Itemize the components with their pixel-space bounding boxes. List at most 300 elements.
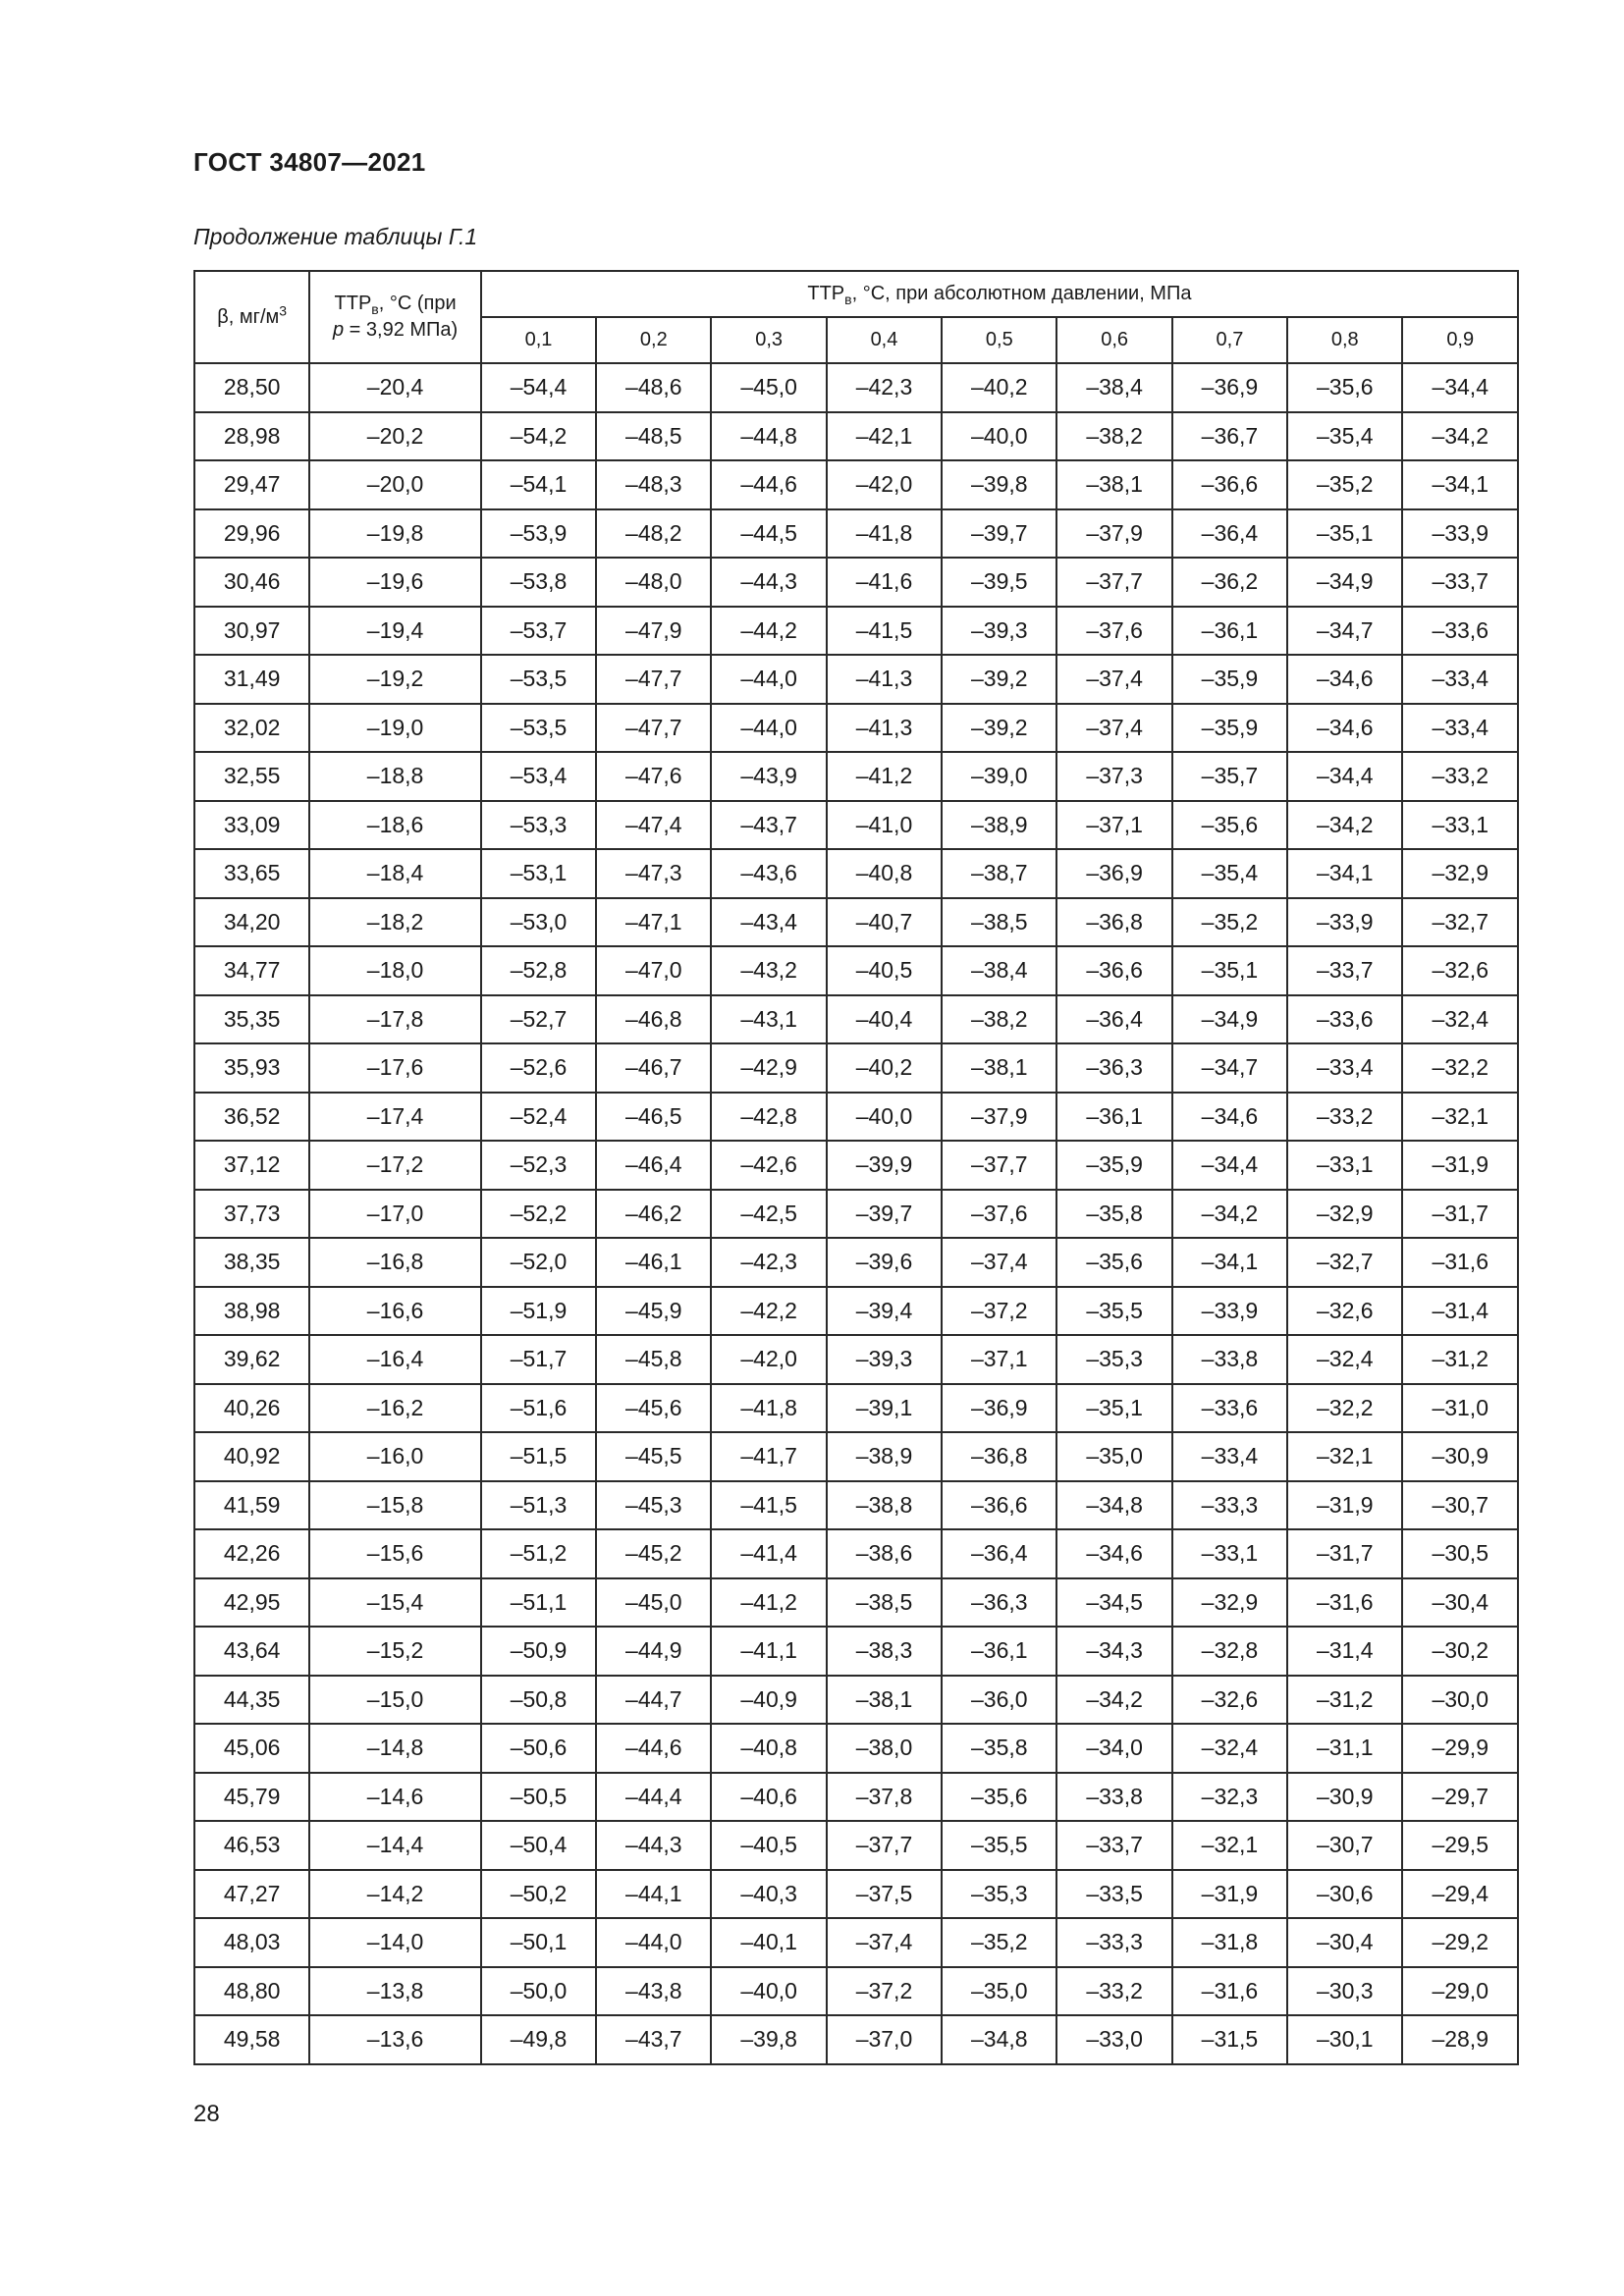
ttr-pressure-cell: –51,9 — [481, 1287, 596, 1336]
beta-cell: 47,27 — [194, 1870, 309, 1919]
ttr-pressure-cell: –36,9 — [1056, 849, 1171, 898]
ttr-pressure-cell: –33,2 — [1402, 752, 1518, 801]
ttr-pressure-cell: –32,1 — [1402, 1093, 1518, 1142]
ttr-pressure-cell: –39,3 — [827, 1335, 942, 1384]
beta-cell: 48,80 — [194, 1967, 309, 2016]
ttr-pressure-cell: –41,8 — [711, 1384, 826, 1433]
ttr-pressure-cell: –33,3 — [1056, 1918, 1171, 1967]
table-row — [194, 1238, 1518, 1287]
beta-cell: 39,62 — [194, 1335, 309, 1384]
beta-cell: 34,77 — [194, 946, 309, 995]
ttr-reference-cell: –17,4 — [309, 1093, 481, 1142]
ttr-pressure-cell: –47,4 — [596, 801, 711, 850]
ttr-pressure-cell: –36,8 — [942, 1432, 1056, 1481]
ttr-pressure-cell: –36,4 — [1056, 995, 1171, 1044]
beta-cell: 48,03 — [194, 1918, 309, 1967]
ttr-pressure-cell: –40,5 — [711, 1821, 826, 1870]
ttr-pressure-cell: –51,2 — [481, 1529, 596, 1578]
beta-cell: 33,65 — [194, 849, 309, 898]
ttr-pressure-cell: –53,1 — [481, 849, 596, 898]
ttr-pressure-cell: –50,8 — [481, 1676, 596, 1725]
beta-cell: 29,47 — [194, 460, 309, 509]
table-row — [194, 509, 1518, 559]
table-row — [194, 752, 1518, 801]
ttr-pressure-cell: –36,2 — [1172, 558, 1287, 607]
ttr-pressure-cell: –44,0 — [596, 1918, 711, 1967]
ttr-pressure-cell: –34,7 — [1287, 607, 1402, 656]
ttr-pressure-cell: –35,5 — [1056, 1287, 1171, 1336]
ttr-pressure-cell: –36,9 — [1172, 363, 1287, 412]
ttr-pressure-cell: –38,8 — [827, 1481, 942, 1530]
ttr-pressure-cell: –35,5 — [942, 1821, 1056, 1870]
ttr-pressure-cell: –33,0 — [1056, 2015, 1171, 2064]
ttr-pressure-cell: –46,7 — [596, 1043, 711, 1093]
ttr-pressure-cell: –36,4 — [1172, 509, 1287, 559]
ttr-pressure-cell: –31,5 — [1172, 2015, 1287, 2064]
ttr-pressure-cell: –31,2 — [1287, 1676, 1402, 1725]
ttr-pressure-cell: –44,5 — [711, 509, 826, 559]
ttr-pressure-cell: –36,8 — [1056, 898, 1171, 947]
ttr-pressure-cell: –35,4 — [1287, 412, 1402, 461]
document-header: ГОСТ 34807—2021 — [193, 147, 426, 177]
beta-cell: 46,53 — [194, 1821, 309, 1870]
ttr-pressure-cell: –52,7 — [481, 995, 596, 1044]
ttr-pressure-cell: –50,9 — [481, 1627, 596, 1676]
table-body — [194, 363, 1518, 2064]
ttr-pressure-cell: –39,6 — [827, 1238, 942, 1287]
table-caption: Продолжение таблицы Г.1 — [193, 224, 478, 249]
ttr-pressure-cell: –31,6 — [1287, 1578, 1402, 1628]
ttr-pressure-cell: –34,1 — [1172, 1238, 1287, 1287]
ttr-pressure-cell: –34,0 — [1056, 1724, 1171, 1773]
table-row — [194, 1335, 1518, 1384]
beta-cell: 32,02 — [194, 704, 309, 753]
ttr-pressure-cell: –42,9 — [711, 1043, 826, 1093]
ttr-pressure-cell: –41,5 — [711, 1481, 826, 1530]
ttr-pressure-cell: –40,3 — [711, 1870, 826, 1919]
ttr-pressure-cell: –38,1 — [827, 1676, 942, 1725]
ttr-pressure-cell: –32,4 — [1287, 1335, 1402, 1384]
ttr-pressure-cell: –45,9 — [596, 1287, 711, 1336]
ttr-pressure-cell: –51,3 — [481, 1481, 596, 1530]
pressure-header-cell: 0,9 — [1402, 317, 1518, 363]
ttr-pressure-cell: –37,2 — [942, 1287, 1056, 1336]
ttr-pressure-cell: –48,6 — [596, 363, 711, 412]
ttr-pressure-cell: –34,1 — [1402, 460, 1518, 509]
ttr-pressure-cell: –37,8 — [827, 1773, 942, 1822]
ttr-pressure-cell: –35,1 — [1056, 1384, 1171, 1433]
table-row — [194, 1918, 1518, 1967]
ttr-pressure-cell: –33,2 — [1056, 1967, 1171, 2016]
ttr-pressure-cell: –45,0 — [711, 363, 826, 412]
ttr-pressure-cell: –30,9 — [1287, 1773, 1402, 1822]
ttr-reference-cell: –19,2 — [309, 655, 481, 704]
beta-cell: 32,55 — [194, 752, 309, 801]
ttr-pressure-cell: –32,1 — [1287, 1432, 1402, 1481]
pressure-header-cell: 0,8 — [1287, 317, 1402, 363]
ttr-pressure-cell: –34,5 — [1056, 1578, 1171, 1628]
ttr-pressure-cell: –38,0 — [827, 1724, 942, 1773]
ttr-pressure-cell: –35,9 — [1172, 704, 1287, 753]
beta-cell: 30,97 — [194, 607, 309, 656]
ttr-pressure-cell: –49,8 — [481, 2015, 596, 2064]
ttr-pressure-cell: –38,2 — [1056, 412, 1171, 461]
ttr-pressure-cell: –44,6 — [711, 460, 826, 509]
pressure-header-cell: 0,5 — [942, 317, 1056, 363]
ttr-pressure-cell: –40,7 — [827, 898, 942, 947]
table-row — [194, 946, 1518, 995]
ttr-pressure-cell: –29,0 — [1402, 1967, 1518, 2016]
ttr-pressure-cell: –37,9 — [1056, 509, 1171, 559]
table-row — [194, 1578, 1518, 1628]
table-row — [194, 1967, 1518, 2016]
ttr-pressure-cell: –39,8 — [711, 2015, 826, 2064]
ttr-pressure-cell: –38,1 — [942, 1043, 1056, 1093]
ttr-pressure-cell: –47,6 — [596, 752, 711, 801]
ttr-reference-cell: –16,2 — [309, 1384, 481, 1433]
ttr-pressure-cell: –39,5 — [942, 558, 1056, 607]
ttr-pressure-cell: –34,9 — [1287, 558, 1402, 607]
ttr-pressure-cell: –31,4 — [1287, 1627, 1402, 1676]
ttr-pressure-cell: –47,3 — [596, 849, 711, 898]
ttr-pressure-cell: –45,5 — [596, 1432, 711, 1481]
ttr-pressure-cell: –38,5 — [827, 1578, 942, 1628]
ttr-pressure-cell: –44,3 — [596, 1821, 711, 1870]
beta-cell: 37,12 — [194, 1141, 309, 1190]
ttr-pressure-cell: –33,3 — [1172, 1481, 1287, 1530]
ttr-pressure-cell: –44,7 — [596, 1676, 711, 1725]
ttr-pressure-cell: –39,7 — [942, 509, 1056, 559]
ttr-pressure-cell: –33,1 — [1287, 1141, 1402, 1190]
ttr-pressure-cell: –30,9 — [1402, 1432, 1518, 1481]
ttr-reference-cell: –20,4 — [309, 363, 481, 412]
ttr-pressure-cell: –30,7 — [1287, 1821, 1402, 1870]
ttr-pressure-cell: –38,9 — [942, 801, 1056, 850]
ttr-pressure-cell: –42,3 — [711, 1238, 826, 1287]
ttr-pressure-cell: –34,1 — [1287, 849, 1402, 898]
ttr-pressure-cell: –35,6 — [1172, 801, 1287, 850]
ttr-reference-cell: –14,0 — [309, 1918, 481, 1967]
ttr-pressure-cell: –53,5 — [481, 704, 596, 753]
ttr-reference-cell: –19,6 — [309, 558, 481, 607]
ttr-pressure-cell: –37,7 — [942, 1141, 1056, 1190]
ttr-pressure-cell: –33,9 — [1172, 1287, 1287, 1336]
ttr-pressure-cell: –35,4 — [1172, 849, 1287, 898]
ttr-pressure-cell: –35,1 — [1287, 509, 1402, 559]
ttr-pressure-cell: –39,2 — [942, 704, 1056, 753]
ttr-pressure-cell: –33,4 — [1172, 1432, 1287, 1481]
ttr-pressure-cell: –33,1 — [1402, 801, 1518, 850]
ttr-pressure-cell: –37,9 — [942, 1093, 1056, 1142]
ttr-pressure-cell: –41,2 — [711, 1578, 826, 1628]
ttr-pressure-cell: –39,4 — [827, 1287, 942, 1336]
ttr-pressure-cell: –39,2 — [942, 655, 1056, 704]
ttr-pressure-cell: –35,2 — [942, 1918, 1056, 1967]
ttr-pressure-cell: –47,9 — [596, 607, 711, 656]
ttr-reference-cell: –18,2 — [309, 898, 481, 947]
ttr-pressure-cell: –33,8 — [1056, 1773, 1171, 1822]
table-row — [194, 1190, 1518, 1239]
ttr-pressure-cell: –29,9 — [1402, 1724, 1518, 1773]
ttr-pressure-cell: –33,4 — [1402, 704, 1518, 753]
ttr-pressure-cell: –44,0 — [711, 704, 826, 753]
ttr-pressure-cell: –40,8 — [827, 849, 942, 898]
ttr-pressure-cell: –29,7 — [1402, 1773, 1518, 1822]
ttr-pressure-cell: –30,4 — [1402, 1578, 1518, 1628]
table-row — [194, 460, 1518, 509]
ttr-pressure-cell: –41,3 — [827, 655, 942, 704]
ttr-pressure-cell: –37,3 — [1056, 752, 1171, 801]
ttr-pressure-cell: –51,7 — [481, 1335, 596, 1384]
ttr-pressure-cell: –48,2 — [596, 509, 711, 559]
ttr-reference-cell: –18,6 — [309, 801, 481, 850]
table-row — [194, 1773, 1518, 1822]
ttr-pressure-cell: –40,1 — [711, 1918, 826, 1967]
ttr-pressure-cell: –35,7 — [1172, 752, 1287, 801]
ttr-reference-cell: –16,8 — [309, 1238, 481, 1287]
ttr-pressure-cell: –28,9 — [1402, 2015, 1518, 2064]
ttr-pressure-cell: –40,9 — [711, 1676, 826, 1725]
ttr-pressure-cell: –50,0 — [481, 1967, 596, 2016]
ttr-pressure-cell: –32,2 — [1287, 1384, 1402, 1433]
ttr-pressure-cell: –34,3 — [1056, 1627, 1171, 1676]
ttr-pressure-cell: –34,9 — [1172, 995, 1287, 1044]
ttr-pressure-cell: –37,6 — [1056, 607, 1171, 656]
ttr-pressure-cell: –34,4 — [1172, 1141, 1287, 1190]
ttr-pressure-cell: –40,2 — [827, 1043, 942, 1093]
ttr-pressure-cell: –33,9 — [1287, 898, 1402, 947]
ttr-pressure-cell: –37,4 — [1056, 655, 1171, 704]
ttr-pressure-cell: –43,2 — [711, 946, 826, 995]
ttr-pressure-cell: –36,6 — [942, 1481, 1056, 1530]
beta-cell: 30,46 — [194, 558, 309, 607]
ttr-pressure-cell: –33,6 — [1172, 1384, 1287, 1433]
ttr-pressure-cell: –53,3 — [481, 801, 596, 850]
ttr-reference-cell: –19,4 — [309, 607, 481, 656]
table-row — [194, 801, 1518, 850]
ttr-pressure-cell: –35,1 — [1172, 946, 1287, 995]
ttr-pressure-cell: –35,0 — [942, 1967, 1056, 2016]
ttr-reference-cell: –20,2 — [309, 412, 481, 461]
ttr-pressure-cell: –39,7 — [827, 1190, 942, 1239]
ttr-pressure-cell: –40,0 — [942, 412, 1056, 461]
beta-cell: 29,96 — [194, 509, 309, 559]
ttr-pressure-cell: –38,1 — [1056, 460, 1171, 509]
ttr-pressure-cell: –37,0 — [827, 2015, 942, 2064]
ttr-pressure-cell: –32,3 — [1172, 1773, 1287, 1822]
ttr-pressure-cell: –44,3 — [711, 558, 826, 607]
ttr-pressure-cell: –36,1 — [1056, 1093, 1171, 1142]
ttr-pressure-cell: –50,1 — [481, 1918, 596, 1967]
table-row — [194, 2015, 1518, 2064]
ttr-pressure-cell: –51,5 — [481, 1432, 596, 1481]
ttr-pressure-cell: –46,4 — [596, 1141, 711, 1190]
ttr-pressure-cell: –38,4 — [942, 946, 1056, 995]
ttr-pressure-cell: –54,1 — [481, 460, 596, 509]
beta-cell: 42,26 — [194, 1529, 309, 1578]
ttr-pressure-cell: –34,7 — [1172, 1043, 1287, 1093]
beta-cell: 38,98 — [194, 1287, 309, 1336]
ttr-pressure-cell: –29,5 — [1402, 1821, 1518, 1870]
table-row — [194, 1287, 1518, 1336]
beta-cell: 33,09 — [194, 801, 309, 850]
ttr-pressure-cell: –53,5 — [481, 655, 596, 704]
ttr-pressure-cell: –31,4 — [1402, 1287, 1518, 1336]
ttr-pressure-cell: –36,7 — [1172, 412, 1287, 461]
ttr-pressure-cell: –41,2 — [827, 752, 942, 801]
ttr-pressure-cell: –32,7 — [1402, 898, 1518, 947]
ttr-pressure-cell: –50,2 — [481, 1870, 596, 1919]
ttr-reference-cell: –15,0 — [309, 1676, 481, 1725]
ttr-pressure-cell: –45,3 — [596, 1481, 711, 1530]
ttr-pressure-cell: –37,1 — [942, 1335, 1056, 1384]
ttr-pressure-cell: –46,5 — [596, 1093, 711, 1142]
ttr-pressure-cell: –34,4 — [1402, 363, 1518, 412]
ttr-pressure-cell: –41,1 — [711, 1627, 826, 1676]
ttr-pressure-cell: –52,3 — [481, 1141, 596, 1190]
ttr-pressure-cell: –34,8 — [942, 2015, 1056, 2064]
ttr-pressure-cell: –31,9 — [1172, 1870, 1287, 1919]
beta-cell: 35,93 — [194, 1043, 309, 1093]
ttr-reference-cell: –16,4 — [309, 1335, 481, 1384]
ttr-pressure-cell: –32,6 — [1172, 1676, 1287, 1725]
ttr-pressure-cell: –52,8 — [481, 946, 596, 995]
ttr-reference-column-header: $ТТР_в$, °С (при р = 3,92 МПа) — [309, 271, 481, 363]
ttr-pressure-cell: –43,7 — [711, 801, 826, 850]
table-row — [194, 558, 1518, 607]
ttr-pressure-cell: –46,8 — [596, 995, 711, 1044]
table-row — [194, 1432, 1518, 1481]
ttr-reference-cell: –18,0 — [309, 946, 481, 995]
ttr-pressure-cell: –38,2 — [942, 995, 1056, 1044]
ttr-pressure-cell: –34,6 — [1172, 1093, 1287, 1142]
ttr-pressure-cell: –37,1 — [1056, 801, 1171, 850]
ttr-pressure-cell: –31,9 — [1287, 1481, 1402, 1530]
ttr-pressure-cell: –36,1 — [1172, 607, 1287, 656]
ttr-pressure-cell: –42,1 — [827, 412, 942, 461]
ttr-pressure-cell: –37,5 — [827, 1870, 942, 1919]
table-row — [194, 995, 1518, 1044]
ttr-pressure-cell: –37,4 — [827, 1918, 942, 1967]
ttr-pressure-cell: –35,9 — [1056, 1141, 1171, 1190]
ttr-pressure-cell: –45,6 — [596, 1384, 711, 1433]
ttr-pressure-cell: –54,4 — [481, 363, 596, 412]
ttr-reference-cell: –14,8 — [309, 1724, 481, 1773]
ttr-pressure-cell: –42,2 — [711, 1287, 826, 1336]
table-row — [194, 655, 1518, 704]
ttr-pressure-cell: –33,4 — [1402, 655, 1518, 704]
ttr-reference-cell: –17,0 — [309, 1190, 481, 1239]
ttr-pressure-cell: –30,1 — [1287, 2015, 1402, 2064]
ttr-reference-cell: –17,2 — [309, 1141, 481, 1190]
ttr-reference-cell: –15,8 — [309, 1481, 481, 1530]
ttr-pressure-cell: –40,6 — [711, 1773, 826, 1822]
ttr-reference-cell: –16,0 — [309, 1432, 481, 1481]
ttr-pressure-cell: –53,8 — [481, 558, 596, 607]
ttr-pressure-cell: –46,1 — [596, 1238, 711, 1287]
ttr-reference-cell: –19,0 — [309, 704, 481, 753]
ttr-pressure-cell: –33,6 — [1402, 607, 1518, 656]
beta-cell: 43,64 — [194, 1627, 309, 1676]
ttr-pressure-cell: –48,5 — [596, 412, 711, 461]
ttr-reference-cell: –14,2 — [309, 1870, 481, 1919]
ttr-pressure-cell: –36,6 — [1172, 460, 1287, 509]
ttr-pressure-cell: –44,6 — [596, 1724, 711, 1773]
ttr-pressure-cell: –38,6 — [827, 1529, 942, 1578]
ttr-pressure-cell: –37,2 — [827, 1967, 942, 2016]
ttr-pressure-cell: –36,3 — [942, 1578, 1056, 1628]
ttr-reference-cell: –20,0 — [309, 460, 481, 509]
ttr-pressure-cell: –34,2 — [1172, 1190, 1287, 1239]
pressure-header-cell: 0,7 — [1172, 317, 1287, 363]
ttr-pressure-cell: –43,1 — [711, 995, 826, 1044]
ttr-pressure-cell: –42,3 — [827, 363, 942, 412]
ttr-pressure-cell: –31,1 — [1287, 1724, 1402, 1773]
ttr-pressure-cell: –39,3 — [942, 607, 1056, 656]
ttr-reference-cell: –15,4 — [309, 1578, 481, 1628]
table-row — [194, 1141, 1518, 1190]
ttr-pressure-cell: –39,8 — [942, 460, 1056, 509]
ttr-pressure-cell: –38,4 — [1056, 363, 1171, 412]
ttr-pressure-cell: –39,9 — [827, 1141, 942, 1190]
ttr-pressure-cell: –31,6 — [1172, 1967, 1287, 2016]
ttr-pressure-cell: –48,3 — [596, 460, 711, 509]
table-row — [194, 607, 1518, 656]
ttr-pressure-cell: –35,8 — [1056, 1190, 1171, 1239]
ttr-pressure-cell: –38,5 — [942, 898, 1056, 947]
ttr-pressure-cell: –43,7 — [596, 2015, 711, 2064]
ttr-pressure-cell: –42,6 — [711, 1141, 826, 1190]
ttr-pressure-cell: –50,5 — [481, 1773, 596, 1822]
table-row — [194, 363, 1518, 412]
ttr-pressure-cell: –35,6 — [1056, 1238, 1171, 1287]
ttr-pressure-cell: –44,1 — [596, 1870, 711, 1919]
ttr-pressure-cell: –45,2 — [596, 1529, 711, 1578]
ttr-pressure-cell: –40,0 — [711, 1967, 826, 2016]
table-row — [194, 849, 1518, 898]
ttr-pressure-cell: –33,7 — [1056, 1821, 1171, 1870]
beta-cell: 45,06 — [194, 1724, 309, 1773]
ttr-pressure-cell: –46,2 — [596, 1190, 711, 1239]
table-row — [194, 1384, 1518, 1433]
ttr-pressure-cell: –31,6 — [1402, 1238, 1518, 1287]
ttr-pressure-cell: –53,4 — [481, 752, 596, 801]
ttr-pressure-cell: –47,7 — [596, 655, 711, 704]
ttr-pressure-cell: –29,4 — [1402, 1870, 1518, 1919]
ttr-pressure-cell: –40,0 — [827, 1093, 942, 1142]
ttr-pressure-cell: –44,8 — [711, 412, 826, 461]
ttr-pressure-cell: –30,4 — [1287, 1918, 1402, 1967]
table-row — [194, 704, 1518, 753]
pressure-header-cell: 0,1 — [481, 317, 596, 363]
ttr-pressure-cell: –36,1 — [942, 1627, 1056, 1676]
ttr-pressure-cell: –40,2 — [942, 363, 1056, 412]
beta-cell: 35,35 — [194, 995, 309, 1044]
ttr-pressure-cell: –33,7 — [1402, 558, 1518, 607]
ttr-pressure-cell: –54,2 — [481, 412, 596, 461]
ttr-pressure-cell: –35,6 — [942, 1773, 1056, 1822]
ttr-reference-cell: –17,8 — [309, 995, 481, 1044]
beta-cell: 37,73 — [194, 1190, 309, 1239]
ttr-pressure-cell: –34,2 — [1402, 412, 1518, 461]
beta-cell: 45,79 — [194, 1773, 309, 1822]
beta-cell: 40,92 — [194, 1432, 309, 1481]
ttr-pressure-cell: –32,4 — [1402, 995, 1518, 1044]
ttr-pressure-cell: –41,5 — [827, 607, 942, 656]
ttr-pressure-cell: –32,4 — [1172, 1724, 1287, 1773]
table-row — [194, 1821, 1518, 1870]
ttr-pressure-cell: –36,6 — [1056, 946, 1171, 995]
